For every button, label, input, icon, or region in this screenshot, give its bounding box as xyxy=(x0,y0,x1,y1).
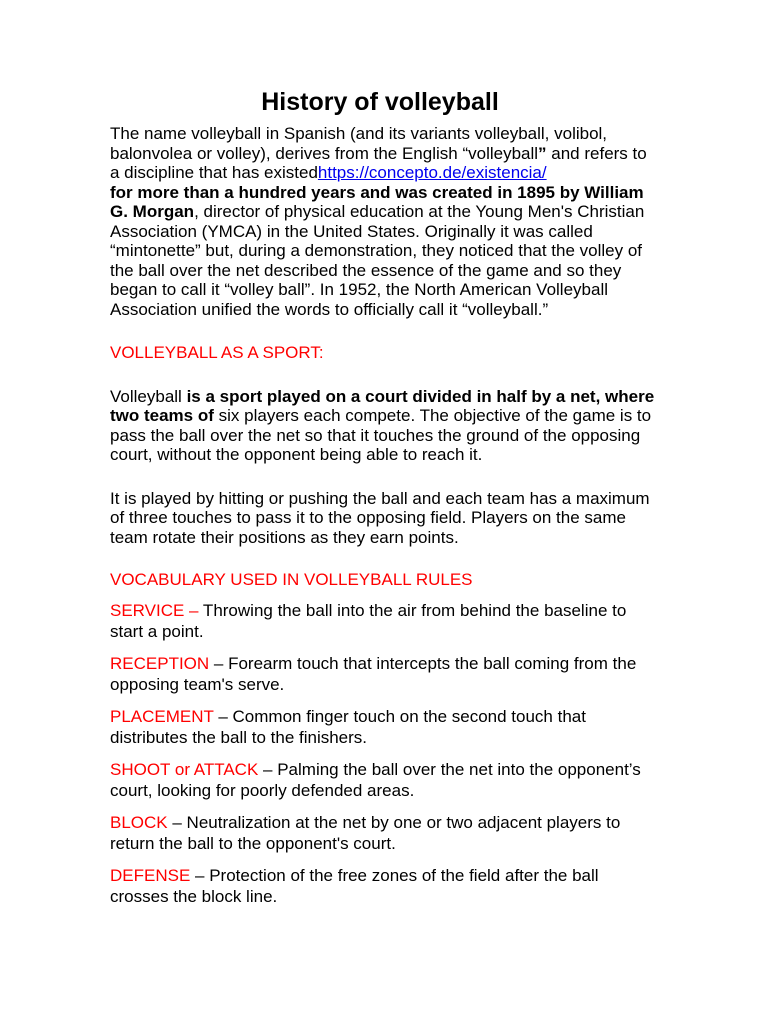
intro-text-2: and refers to a discipline that has existed xyxy=(110,143,647,182)
sport-bold-text: is a sport played on a court divided in half by a net, where two teams of xyxy=(110,386,655,425)
existencia-link[interactable]: https://concepto.de/existencia/ xyxy=(317,163,547,182)
vocab-item-service xyxy=(110,600,658,643)
intro-bold-text: for more than a hundred years and was created in 1895 by William G. Morgan xyxy=(110,182,644,221)
vocab-term: BLOCK xyxy=(110,812,168,832)
vocab-definition: – Palming the ball over the net into the opponent’s court, looking for poorly defended areas. xyxy=(110,759,641,800)
page-title: History of volleyball xyxy=(261,88,499,116)
vocab-term: SHOOT or ATTACK xyxy=(110,759,259,779)
vocab-definition: Throwing the ball into the air from behind the baseline to start a point. xyxy=(110,600,627,641)
vocab-definition: – Protection of the free zones of the field after the ball crosses the block line. xyxy=(110,865,599,906)
sport-text-2: six players each compete. The objective of the game is to pass the ball over the net so that it touches the ground of the opposing court, without the opponent being able to reach it. xyxy=(110,406,652,464)
vocab-definition: – Forearm touch that intercepts the ball coming from the opposing team's serve. xyxy=(110,653,637,694)
vocab-definition: – Common finger touch on the second touch that distributes the ball to the finishers. xyxy=(110,706,586,747)
document-body xyxy=(110,124,658,918)
intro-paragraph xyxy=(110,124,658,319)
vocab-definition: – Neutralization at the net by one or two adjacent players to return the ball to the opponent's court. xyxy=(110,812,621,853)
vocab-item-attack xyxy=(110,759,658,802)
intro-text-3: , director of physical education at the Young Men's Christian Association (YMCA) in the United States. Originally it was called “mintonette” but, during a demonstration, they noticed that the volley of the ball over the net described the essence of the game and so they began to call it “volley ball”. In 1952, the North American Volleyball Association unified the words to officially call it “volleyball.” xyxy=(110,202,645,319)
intro-text-1: The name volleyball in Spanish (and its variants volleyball, volibol, balonvolea or volley), derives from the English “volleyball xyxy=(110,124,608,163)
vocab-term: SERVICE – xyxy=(110,600,199,620)
vocab-term: RECEPTION xyxy=(110,653,210,673)
intro-quote-bold: ” xyxy=(538,143,547,163)
vocab-list xyxy=(110,600,658,908)
vocab-item-reception xyxy=(110,653,658,696)
vocab-heading: VOCABULARY USED IN VOLLEYBALL RULES xyxy=(110,570,473,589)
sport-paragraph xyxy=(110,387,658,465)
vocab-item-placement xyxy=(110,706,658,749)
vocab-term: PLACEMENT xyxy=(110,706,214,726)
play-paragraph: It is played by hitting or pushing the ball and each team has a maximum of three touches to pass it to the opposing field. Players on the same team rotate their positions as they earn points. xyxy=(110,488,650,547)
vocab-term: DEFENSE xyxy=(110,865,191,885)
vocab-item-defense xyxy=(110,865,658,908)
sport-heading: VOLLEYBALL AS A SPORT: xyxy=(110,343,324,362)
vocab-item-block xyxy=(110,812,658,855)
sport-text-1: Volleyball xyxy=(110,386,187,406)
